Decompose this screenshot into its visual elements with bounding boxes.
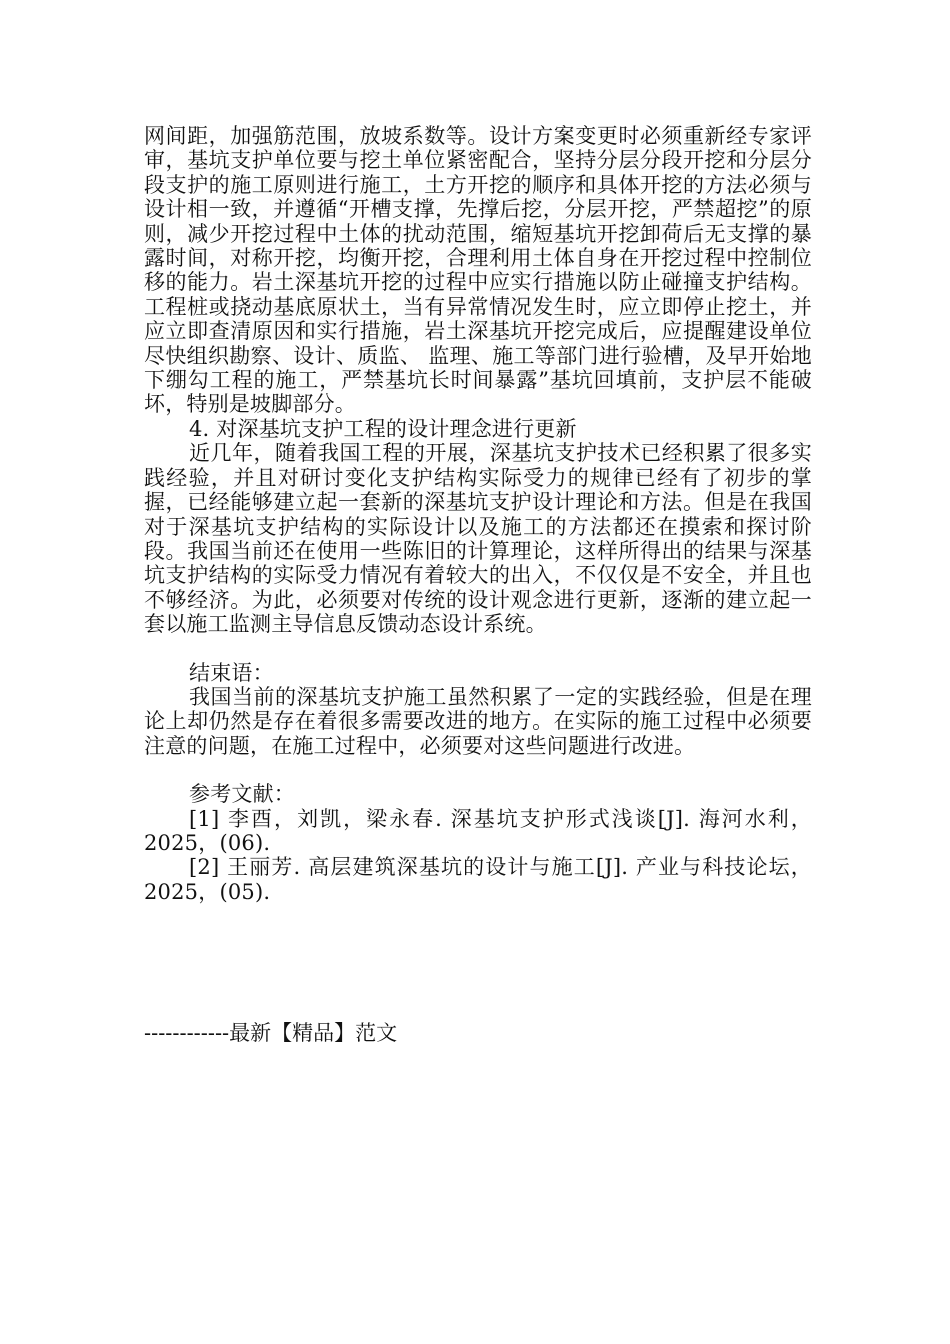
conclusion-paragraph: 我国当前的深基坑支护施工虽然积累了一定的实践经验，但是在理论上却仍然是存在着很多需要改进的地方。在实际的施工过程中必须要注意的问题，在施工过程中，必须要对这些问题进行改进。	[144, 684, 812, 758]
reference-item: [2] 王丽芳. 高层建筑深基坑的设计与施工[J]. 产业与科技论坛，2025，(05).	[144, 855, 812, 904]
references-heading: 参考文献：	[189, 782, 295, 807]
spacer	[144, 637, 812, 661]
section-4-heading: 4. 对深基坑支护工程的设计理念进行更新	[189, 416, 577, 441]
spacer	[144, 758, 812, 782]
section-4-paragraph: 近几年，随着我国工程的开展，深基坑支护技术已经积累了很多实践经验，并且对研讨变化支护结构实际受力的规律已经有了初步的掌握，已经能够建立起一套新的深基坑支护设计理论和方法。但是在我国对于深基坑支护结构的实际设计以及施工的方法都还在摸索和探讨阶段。我国当前还在使用一些陈旧的计算理论，这样所得出的结果与深基坑支护结构的实际受力情况有着较大的出入，不仅仅是不安全，并且也不够经济。为此，必须要对传统的设计观念进行更新，逐渐的建立起一套以施工监测主导信息反馈动态设计系统。	[144, 441, 812, 637]
document-body	[144, 124, 812, 904]
footer-label: ------------最新【精品】范文	[144, 1021, 398, 1045]
conclusion-heading: 结束语：	[189, 660, 274, 685]
reference-item: [1] 李酉，刘凯，梁永春. 深基坑支护形式浅谈[J]. 海河水利，2025，(06).	[144, 806, 812, 855]
paragraph-continuation: 网间距，加强筋范围，放坡系数等。设计方案变更时必须重新经专家评审，基坑支护单位要与挖土单位紧密配合，坚持分层分段开挖和分层分段支护的施工原则进行施工，土方开挖的顺序和具体开挖的方法必须与设计相一致，并遵循“开槽支撑，先撑后挖，分层开挖，严禁超挖”的原则，减少开挖过程中土体的扰动范围，缩短基坑开挖卸荷后无支撑的暴露时间，对称开挖，均衡开挖，合理利用土体自身在开挖过程中控制位移的能力。岩土深基坑开挖的过程中应实行措施以防止碰撞支护结构。工程桩或挠动基底原状土，当有异常情况发生时，应立即停止挖土，并应立即查清原因和实行措施，岩土深基坑开挖完成后，应提醒建设单位尽快组织勘察、设计、质监、 监理、施工等部门进行验槽，及早开始地下绷勾工程的施工，严禁基坑长时间暴露”基坑回填前，支护层不能破坏，特别是坡脚部分。	[144, 124, 812, 417]
